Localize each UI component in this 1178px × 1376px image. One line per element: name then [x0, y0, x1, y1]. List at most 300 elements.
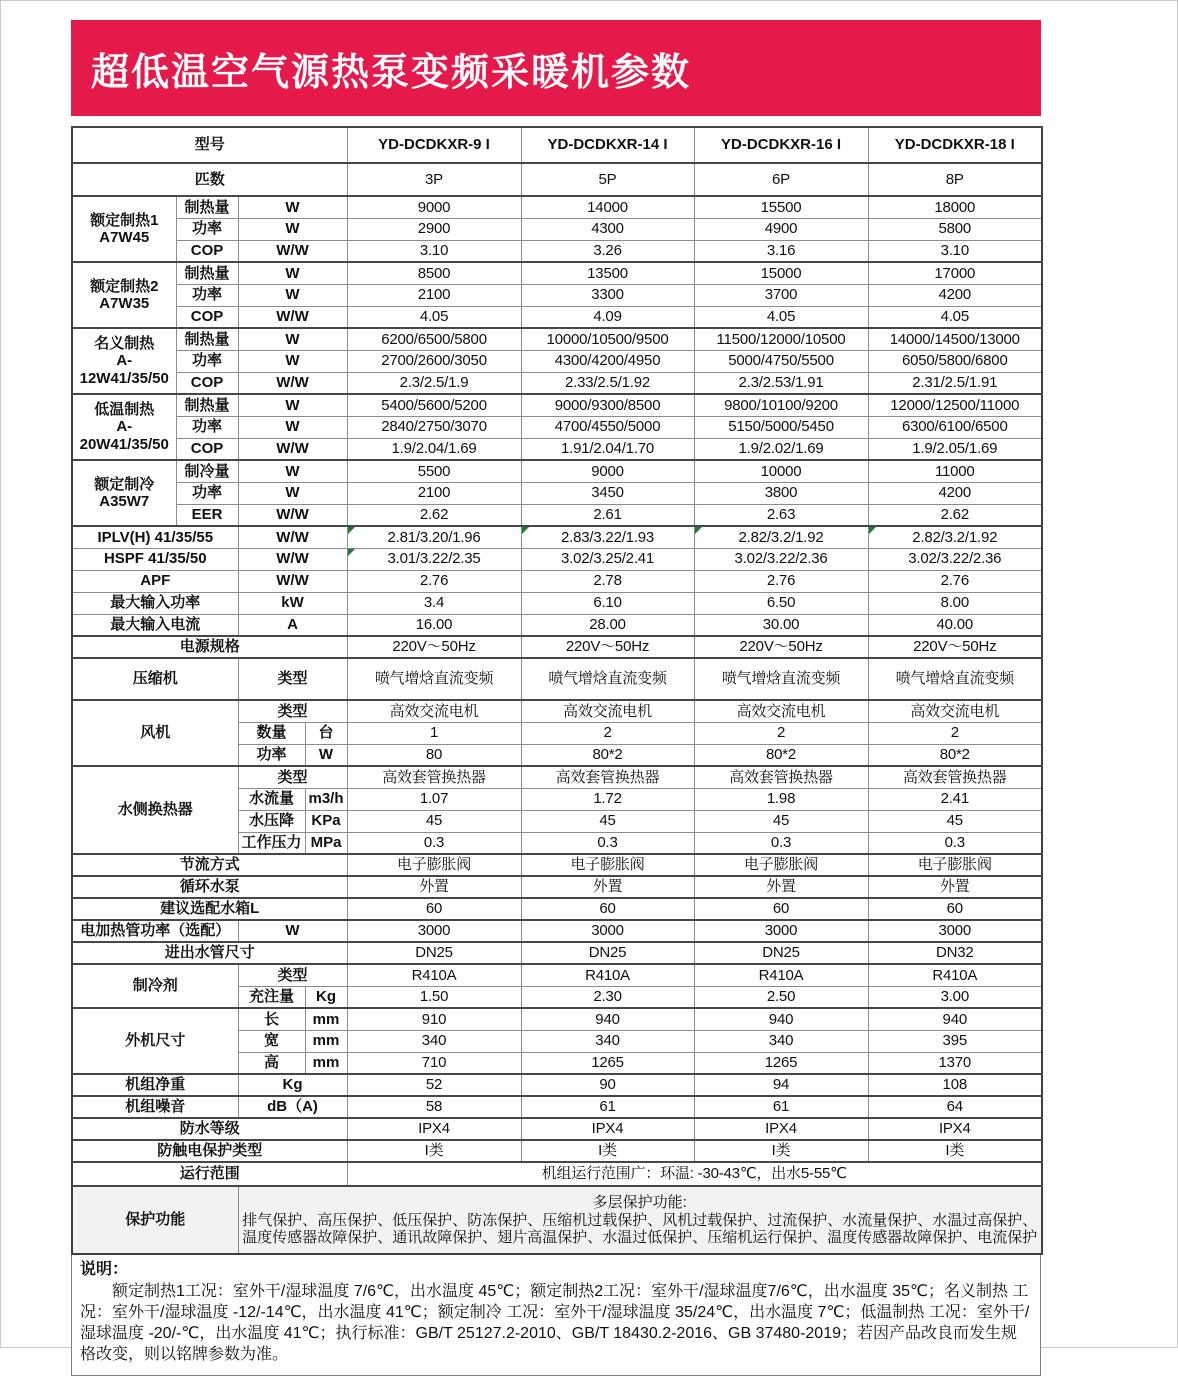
val-cell: 13500 — [521, 262, 694, 284]
val-cell: 2700/2600/3050 — [347, 350, 521, 372]
table-row — [72, 262, 1042, 284]
unit-cell: m3/h — [305, 788, 347, 810]
attr-cell: 制热量 — [176, 394, 238, 416]
val-cell: 3.10 — [347, 240, 521, 262]
val-cell: 1.91/2.04/1.70 — [521, 438, 694, 460]
table-row — [72, 658, 1042, 700]
attr-cell: COP — [176, 438, 238, 460]
val-cell: 5000/4750/5500 — [694, 350, 868, 372]
content-area — [71, 126, 1041, 1376]
val-cell: 4200 — [868, 284, 1042, 306]
unit-cell: mm — [305, 1052, 347, 1074]
attr-cell: COP — [176, 372, 238, 394]
val-cell: IPX4 — [347, 1118, 521, 1140]
val-cell: 电子膨胀阀 — [694, 854, 868, 876]
val-cell: 52 — [347, 1074, 521, 1096]
attr-cell: 充注量 — [238, 986, 305, 1008]
val-cell: 外置 — [694, 876, 868, 898]
row-label-shock-protection: 防触电保护类型 — [72, 1140, 347, 1162]
val-cell: 高效交流电机 — [868, 700, 1042, 722]
table-row — [72, 350, 1042, 372]
val-cell: IPX4 — [868, 1118, 1042, 1140]
val-cell: 电子膨胀阀 — [521, 854, 694, 876]
val-cell: 2.76 — [347, 570, 521, 592]
table-row — [72, 438, 1042, 460]
val-cell: 45 — [521, 810, 694, 832]
val-cell: 15500 — [694, 196, 868, 218]
row-label-circulation-pump: 循环水泵 — [72, 876, 347, 898]
row-label-electric-heater: 电加热管功率（选配） — [72, 920, 238, 942]
val-cell: 3P — [347, 163, 521, 196]
val-cell: 喷气增焓直流变频 — [868, 658, 1042, 700]
unit-cell: W — [238, 416, 347, 438]
val-cell: 5500 — [347, 460, 521, 482]
row-label-max-input-current: 最大输入电流 — [72, 614, 238, 636]
unit-cell: W — [238, 920, 347, 942]
unit-cell: W/W — [238, 306, 347, 328]
table-row — [72, 306, 1042, 328]
val-cell: 1.9/2.05/1.69 — [868, 438, 1042, 460]
table-row — [72, 636, 1042, 658]
operating-range-value: 机组运行范围广：环温: -30-43℃，出水5-55℃ — [347, 1162, 1042, 1186]
table-row — [72, 766, 1042, 788]
val-cell: 220V～50Hz — [521, 636, 694, 658]
row-label-operating-range: 运行范围 — [72, 1162, 347, 1186]
val-cell: R410A — [694, 964, 868, 986]
val-cell: I类 — [694, 1140, 868, 1162]
val-cell: 58 — [347, 1096, 521, 1118]
val-cell: 4.05 — [868, 306, 1042, 328]
val-cell: 高效交流电机 — [694, 700, 868, 722]
val-cell: 10000 — [694, 460, 868, 482]
unit-cell: 台 — [305, 722, 347, 744]
unit-cell: W — [238, 262, 347, 284]
table-row — [72, 876, 1042, 898]
val-cell: 喷气增焓直流变频 — [521, 658, 694, 700]
table-row — [72, 1162, 1042, 1186]
attr-cell: 制热量 — [176, 196, 238, 218]
val-cell: 2.83/3.22/1.93 — [521, 526, 694, 548]
table-row — [72, 1096, 1042, 1118]
unit-cell: W/W — [238, 504, 347, 526]
val-cell: 5400/5600/5200 — [347, 394, 521, 416]
attr-cell: 类型 — [238, 964, 347, 986]
row-label-waterproof: 防水等级 — [72, 1118, 347, 1140]
val-cell: 910 — [347, 1008, 521, 1030]
val-cell: 1.07 — [347, 788, 521, 810]
row-label-iplv: IPLV(H) 41/35/55 — [72, 526, 238, 548]
unit-cell: Kg — [238, 1074, 347, 1096]
attr-cell: 功率 — [176, 416, 238, 438]
val-cell: 40.00 — [868, 614, 1042, 636]
val-cell: 3450 — [521, 482, 694, 504]
attr-cell: 工作压力 — [238, 832, 305, 854]
table-row — [72, 240, 1042, 262]
attr-cell: 类型 — [238, 766, 347, 788]
val-cell: 2.82/3.2/1.92 — [694, 526, 868, 548]
val-cell: 3.4 — [347, 592, 521, 614]
attr-cell: 功率 — [176, 284, 238, 306]
table-row — [72, 854, 1042, 876]
attr-cell: 功率 — [176, 482, 238, 504]
val-cell: 17000 — [868, 262, 1042, 284]
val-cell: DN25 — [694, 942, 868, 964]
val-cell: 2.62 — [347, 504, 521, 526]
val-cell: 4300/4200/4950 — [521, 350, 694, 372]
model-name: YD-DCDKXR-9 I — [347, 127, 521, 163]
val-cell: 2840/2750/3070 — [347, 416, 521, 438]
attr-cell: 制冷量 — [176, 460, 238, 482]
table-row — [72, 482, 1042, 504]
val-cell: R410A — [868, 964, 1042, 986]
val-cell: 14000 — [521, 196, 694, 218]
val-cell: 0.3 — [694, 832, 868, 854]
val-cell: 30.00 — [694, 614, 868, 636]
val-cell: 2.61 — [521, 504, 694, 526]
unit-cell: W — [238, 460, 347, 482]
val-cell: 1265 — [694, 1052, 868, 1074]
val-cell: 高效套管换热器 — [868, 766, 1042, 788]
unit-cell: W/W — [238, 372, 347, 394]
val-cell: 3.02/3.22/2.36 — [868, 548, 1042, 570]
val-cell: 8.00 — [868, 592, 1042, 614]
val-cell: 电子膨胀阀 — [868, 854, 1042, 876]
unit-cell: mm — [305, 1008, 347, 1030]
val-cell: 6P — [694, 163, 868, 196]
val-cell: 940 — [868, 1008, 1042, 1030]
val-cell: 2.31/2.5/1.91 — [868, 372, 1042, 394]
val-cell: 220V～50Hz — [347, 636, 521, 658]
val-cell: 11500/12000/10500 — [694, 328, 868, 350]
val-cell: IPX4 — [694, 1118, 868, 1140]
spec-table — [71, 126, 1043, 1255]
val-cell: 喷气增焓直流变频 — [694, 658, 868, 700]
val-cell: 4700/4550/5000 — [521, 416, 694, 438]
val-cell: 4200 — [868, 482, 1042, 504]
group-label-rated-heating-1: 额定制热1 A7W45 — [72, 196, 176, 262]
table-row — [72, 526, 1042, 548]
val-cell: 220V～50Hz — [694, 636, 868, 658]
val-cell: 5P — [521, 163, 694, 196]
row-label-power-supply: 电源规格 — [72, 636, 347, 658]
unit-cell: W — [238, 394, 347, 416]
group-label-rated-cooling: 额定制冷 A35W7 — [72, 460, 176, 526]
val-cell: 3.01/3.22/2.35 — [347, 548, 521, 570]
val-cell: DN25 — [347, 942, 521, 964]
unit-cell: W — [238, 350, 347, 372]
group-label-fan: 风机 — [72, 700, 238, 766]
attr-cell: 宽 — [238, 1030, 305, 1052]
unit-cell: W — [238, 196, 347, 218]
val-cell: 6.50 — [694, 592, 868, 614]
val-cell: 80*2 — [694, 744, 868, 766]
unit-cell: W — [238, 482, 347, 504]
val-cell: 电子膨胀阀 — [347, 854, 521, 876]
val-cell: 5800 — [868, 218, 1042, 240]
val-cell: 3000 — [868, 920, 1042, 942]
val-cell: 1.98 — [694, 788, 868, 810]
val-cell: 高效交流电机 — [347, 700, 521, 722]
title-banner — [71, 20, 1041, 116]
val-cell: 3.02/3.25/2.41 — [521, 548, 694, 570]
unit-cell: W/W — [238, 526, 347, 548]
unit-cell: W — [305, 744, 347, 766]
model-name: YD-DCDKXR-14 I — [521, 127, 694, 163]
table-row — [72, 1008, 1042, 1030]
val-cell: 45 — [868, 810, 1042, 832]
val-cell: 4.09 — [521, 306, 694, 328]
val-cell: 4.05 — [694, 306, 868, 328]
table-row — [72, 548, 1042, 570]
val-cell: 9000 — [521, 460, 694, 482]
val-cell: 3300 — [521, 284, 694, 306]
val-cell: 2.82/3.2/1.92 — [868, 526, 1042, 548]
val-cell: 6.10 — [521, 592, 694, 614]
table-row — [72, 942, 1042, 964]
table-row — [72, 416, 1042, 438]
val-cell: 2.81/3.20/1.96 — [347, 526, 521, 548]
table-row — [72, 592, 1042, 614]
table-row — [72, 898, 1042, 920]
table-row — [72, 328, 1042, 350]
attr-cell: 数量 — [238, 722, 305, 744]
hp-row-label: 匹数 — [72, 163, 347, 196]
table-row — [72, 570, 1042, 592]
val-cell: 3000 — [694, 920, 868, 942]
val-cell: 高效交流电机 — [521, 700, 694, 722]
val-cell: 8P — [868, 163, 1042, 196]
val-cell: 6050/5800/6800 — [868, 350, 1042, 372]
attr-cell: EER — [176, 504, 238, 526]
val-cell: 6200/6500/5800 — [347, 328, 521, 350]
val-cell: 1.72 — [521, 788, 694, 810]
val-cell: 710 — [347, 1052, 521, 1074]
row-label-protection: 保护功能 — [72, 1186, 238, 1254]
row-label-pipe-size: 进出水管尺寸 — [72, 942, 347, 964]
val-cell: 1.9/2.04/1.69 — [347, 438, 521, 460]
val-cell: 80 — [347, 744, 521, 766]
unit-cell: dB（A) — [238, 1096, 347, 1118]
unit-cell: W — [238, 328, 347, 350]
val-cell: 45 — [347, 810, 521, 832]
val-cell: 940 — [521, 1008, 694, 1030]
val-cell: 2.50 — [694, 986, 868, 1008]
table-row — [72, 394, 1042, 416]
val-cell: 9000/9300/8500 — [521, 394, 694, 416]
table-row — [72, 504, 1042, 526]
val-cell: 45 — [694, 810, 868, 832]
val-cell: I类 — [868, 1140, 1042, 1162]
val-cell: DN25 — [521, 942, 694, 964]
val-cell: 12000/12500/11000 — [868, 394, 1042, 416]
val-cell: 395 — [868, 1030, 1042, 1052]
table-row — [72, 284, 1042, 306]
table-row — [72, 920, 1042, 942]
val-cell: 80*2 — [868, 744, 1042, 766]
val-cell: 2900 — [347, 218, 521, 240]
row-label-hspf: HSPF 41/35/50 — [72, 548, 238, 570]
table-row — [72, 372, 1042, 394]
val-cell: 0.3 — [347, 832, 521, 854]
val-cell: 9800/10100/9200 — [694, 394, 868, 416]
val-cell: I类 — [347, 1140, 521, 1162]
attr-cell: 制热量 — [176, 328, 238, 350]
val-cell: 5150/5000/5450 — [694, 416, 868, 438]
val-cell: 60 — [347, 898, 521, 920]
group-label-lowtemp-heating: 低温制热 A-20W41/35/50 — [72, 394, 176, 460]
unit-cell: mm — [305, 1030, 347, 1052]
attr-cell: 水流量 — [238, 788, 305, 810]
unit-cell: MPa — [305, 832, 347, 854]
val-cell: 1 — [347, 722, 521, 744]
val-cell: 28.00 — [521, 614, 694, 636]
val-cell: 8500 — [347, 262, 521, 284]
group-label-refrigerant: 制冷剂 — [72, 964, 238, 1008]
attr-cell: 类型 — [238, 700, 347, 722]
table-row — [72, 700, 1042, 722]
val-cell: 3800 — [694, 482, 868, 504]
attr-cell: 水压降 — [238, 810, 305, 832]
val-cell: 4900 — [694, 218, 868, 240]
attr-cell: COP — [176, 306, 238, 328]
attr-cell: COP — [176, 240, 238, 262]
table-row — [72, 964, 1042, 986]
val-cell: 61 — [521, 1096, 694, 1118]
val-cell: 10000/10500/9500 — [521, 328, 694, 350]
attr-cell: 功率 — [176, 218, 238, 240]
attr-cell: 类型 — [238, 658, 347, 700]
val-cell: 90 — [521, 1074, 694, 1096]
val-cell: 3.16 — [694, 240, 868, 262]
attr-cell: 功率 — [238, 744, 305, 766]
model-name: YD-DCDKXR-16 I — [694, 127, 868, 163]
table-row — [72, 196, 1042, 218]
val-cell: 16.00 — [347, 614, 521, 636]
val-cell: 940 — [694, 1008, 868, 1030]
val-cell: 0.3 — [521, 832, 694, 854]
unit-cell: W/W — [238, 240, 347, 262]
notes-body: 额定制热1工况：室外干/湿球温度 7/6℃，出水温度 45℃；额定制热2工况：室外干/湿球温度7/6℃，出水温度 35℃；名义制热 工况：室外干/湿球温度 -12/-14℃，出水温度 41℃；额定制冷 工况：室外干/湿球温度 35/24℃，出水温度 7℃；低温制热 工况：室外干/湿球温度 -20/-℃，出水温度 41℃；执行标准：GB/T 25127.2-2010、GB/T 18430.2-2016、GB 37480-2019；若因产品改良而发生规格改变，则以铭牌参数为准。 — [80, 1283, 1030, 1363]
table-row — [72, 163, 1042, 196]
val-cell: 喷气增焓直流变频 — [347, 658, 521, 700]
table-row — [72, 1118, 1042, 1140]
val-cell: 60 — [694, 898, 868, 920]
val-cell: 2.78 — [521, 570, 694, 592]
val-cell: 220V～50Hz — [868, 636, 1042, 658]
val-cell: 2 — [868, 722, 1042, 744]
table-row — [72, 127, 1042, 163]
row-label-apf: APF — [72, 570, 238, 592]
val-cell: 2.33/2.5/1.92 — [521, 372, 694, 394]
val-cell: 2.76 — [694, 570, 868, 592]
page-title: 超低温空气源热泵变频采暖机参数 — [91, 51, 692, 94]
unit-cell: W — [238, 284, 347, 306]
row-label-net-weight: 机组净重 — [72, 1074, 238, 1096]
val-cell: 外置 — [868, 876, 1042, 898]
val-cell: 9000 — [347, 196, 521, 218]
val-cell: R410A — [347, 964, 521, 986]
attr-cell: 高 — [238, 1052, 305, 1074]
notes-section — [71, 1255, 1041, 1376]
val-cell: 4.05 — [347, 306, 521, 328]
row-label-max-input-power: 最大输入功率 — [72, 592, 238, 614]
val-cell: 11000 — [868, 460, 1042, 482]
val-cell: 3.26 — [521, 240, 694, 262]
val-cell: 3000 — [347, 920, 521, 942]
val-cell: 2 — [521, 722, 694, 744]
notes-heading: 说明： — [80, 1261, 129, 1278]
val-cell: 3.10 — [868, 240, 1042, 262]
val-cell: 0.3 — [868, 832, 1042, 854]
val-cell: 2.41 — [868, 788, 1042, 810]
val-cell: 高效套管换热器 — [694, 766, 868, 788]
val-cell: 340 — [347, 1030, 521, 1052]
group-label-nominal-heating: 名义制热 A-12W41/35/50 — [72, 328, 176, 394]
row-label-tank: 建议选配水箱L — [72, 898, 347, 920]
group-label-outdoor-unit-size: 外机尺寸 — [72, 1008, 238, 1074]
val-cell: R410A — [521, 964, 694, 986]
val-cell: 94 — [694, 1074, 868, 1096]
unit-cell: W/W — [238, 570, 347, 592]
val-cell: 高效套管换热器 — [521, 766, 694, 788]
val-cell: 4300 — [521, 218, 694, 240]
val-cell: 18000 — [868, 196, 1042, 218]
val-cell: 3.00 — [868, 986, 1042, 1008]
unit-cell: Kg — [305, 986, 347, 1008]
row-label-throttle: 节流方式 — [72, 854, 347, 876]
attr-cell: 功率 — [176, 350, 238, 372]
val-cell: 3000 — [521, 920, 694, 942]
val-cell: 2.30 — [521, 986, 694, 1008]
val-cell: 340 — [521, 1030, 694, 1052]
val-cell: 14000/14500/13000 — [868, 328, 1042, 350]
val-cell: 外置 — [347, 876, 521, 898]
table-row — [72, 1074, 1042, 1096]
val-cell: 6300/6100/6500 — [868, 416, 1042, 438]
attr-cell: 制热量 — [176, 262, 238, 284]
val-cell: 3700 — [694, 284, 868, 306]
model-row-label: 型号 — [72, 127, 347, 163]
val-cell: 2.3/2.53/1.91 — [694, 372, 868, 394]
unit-cell: kW — [238, 592, 347, 614]
val-cell: I类 — [521, 1140, 694, 1162]
val-cell: 2.62 — [868, 504, 1042, 526]
table-row — [72, 1186, 1042, 1254]
val-cell: 1.50 — [347, 986, 521, 1008]
val-cell: 64 — [868, 1096, 1042, 1118]
val-cell: 3.02/3.22/2.36 — [694, 548, 868, 570]
group-label-water-heat-exchanger: 水侧换热器 — [72, 766, 238, 854]
row-label-noise: 机组噪音 — [72, 1096, 238, 1118]
val-cell: 80*2 — [521, 744, 694, 766]
val-cell: 2100 — [347, 284, 521, 306]
val-cell: 60 — [521, 898, 694, 920]
unit-cell: W/W — [238, 438, 347, 460]
val-cell: 高效套管换热器 — [347, 766, 521, 788]
val-cell: 2.76 — [868, 570, 1042, 592]
val-cell: 2 — [694, 722, 868, 744]
val-cell: 1.9/2.02/1.69 — [694, 438, 868, 460]
val-cell: 1265 — [521, 1052, 694, 1074]
val-cell: 61 — [694, 1096, 868, 1118]
unit-cell: KPa — [305, 810, 347, 832]
unit-cell: W — [238, 218, 347, 240]
group-label-compressor: 压缩机 — [72, 658, 238, 700]
val-cell: 2.3/2.5/1.9 — [347, 372, 521, 394]
table-row — [72, 1140, 1042, 1162]
val-cell: 60 — [868, 898, 1042, 920]
val-cell: 108 — [868, 1074, 1042, 1096]
